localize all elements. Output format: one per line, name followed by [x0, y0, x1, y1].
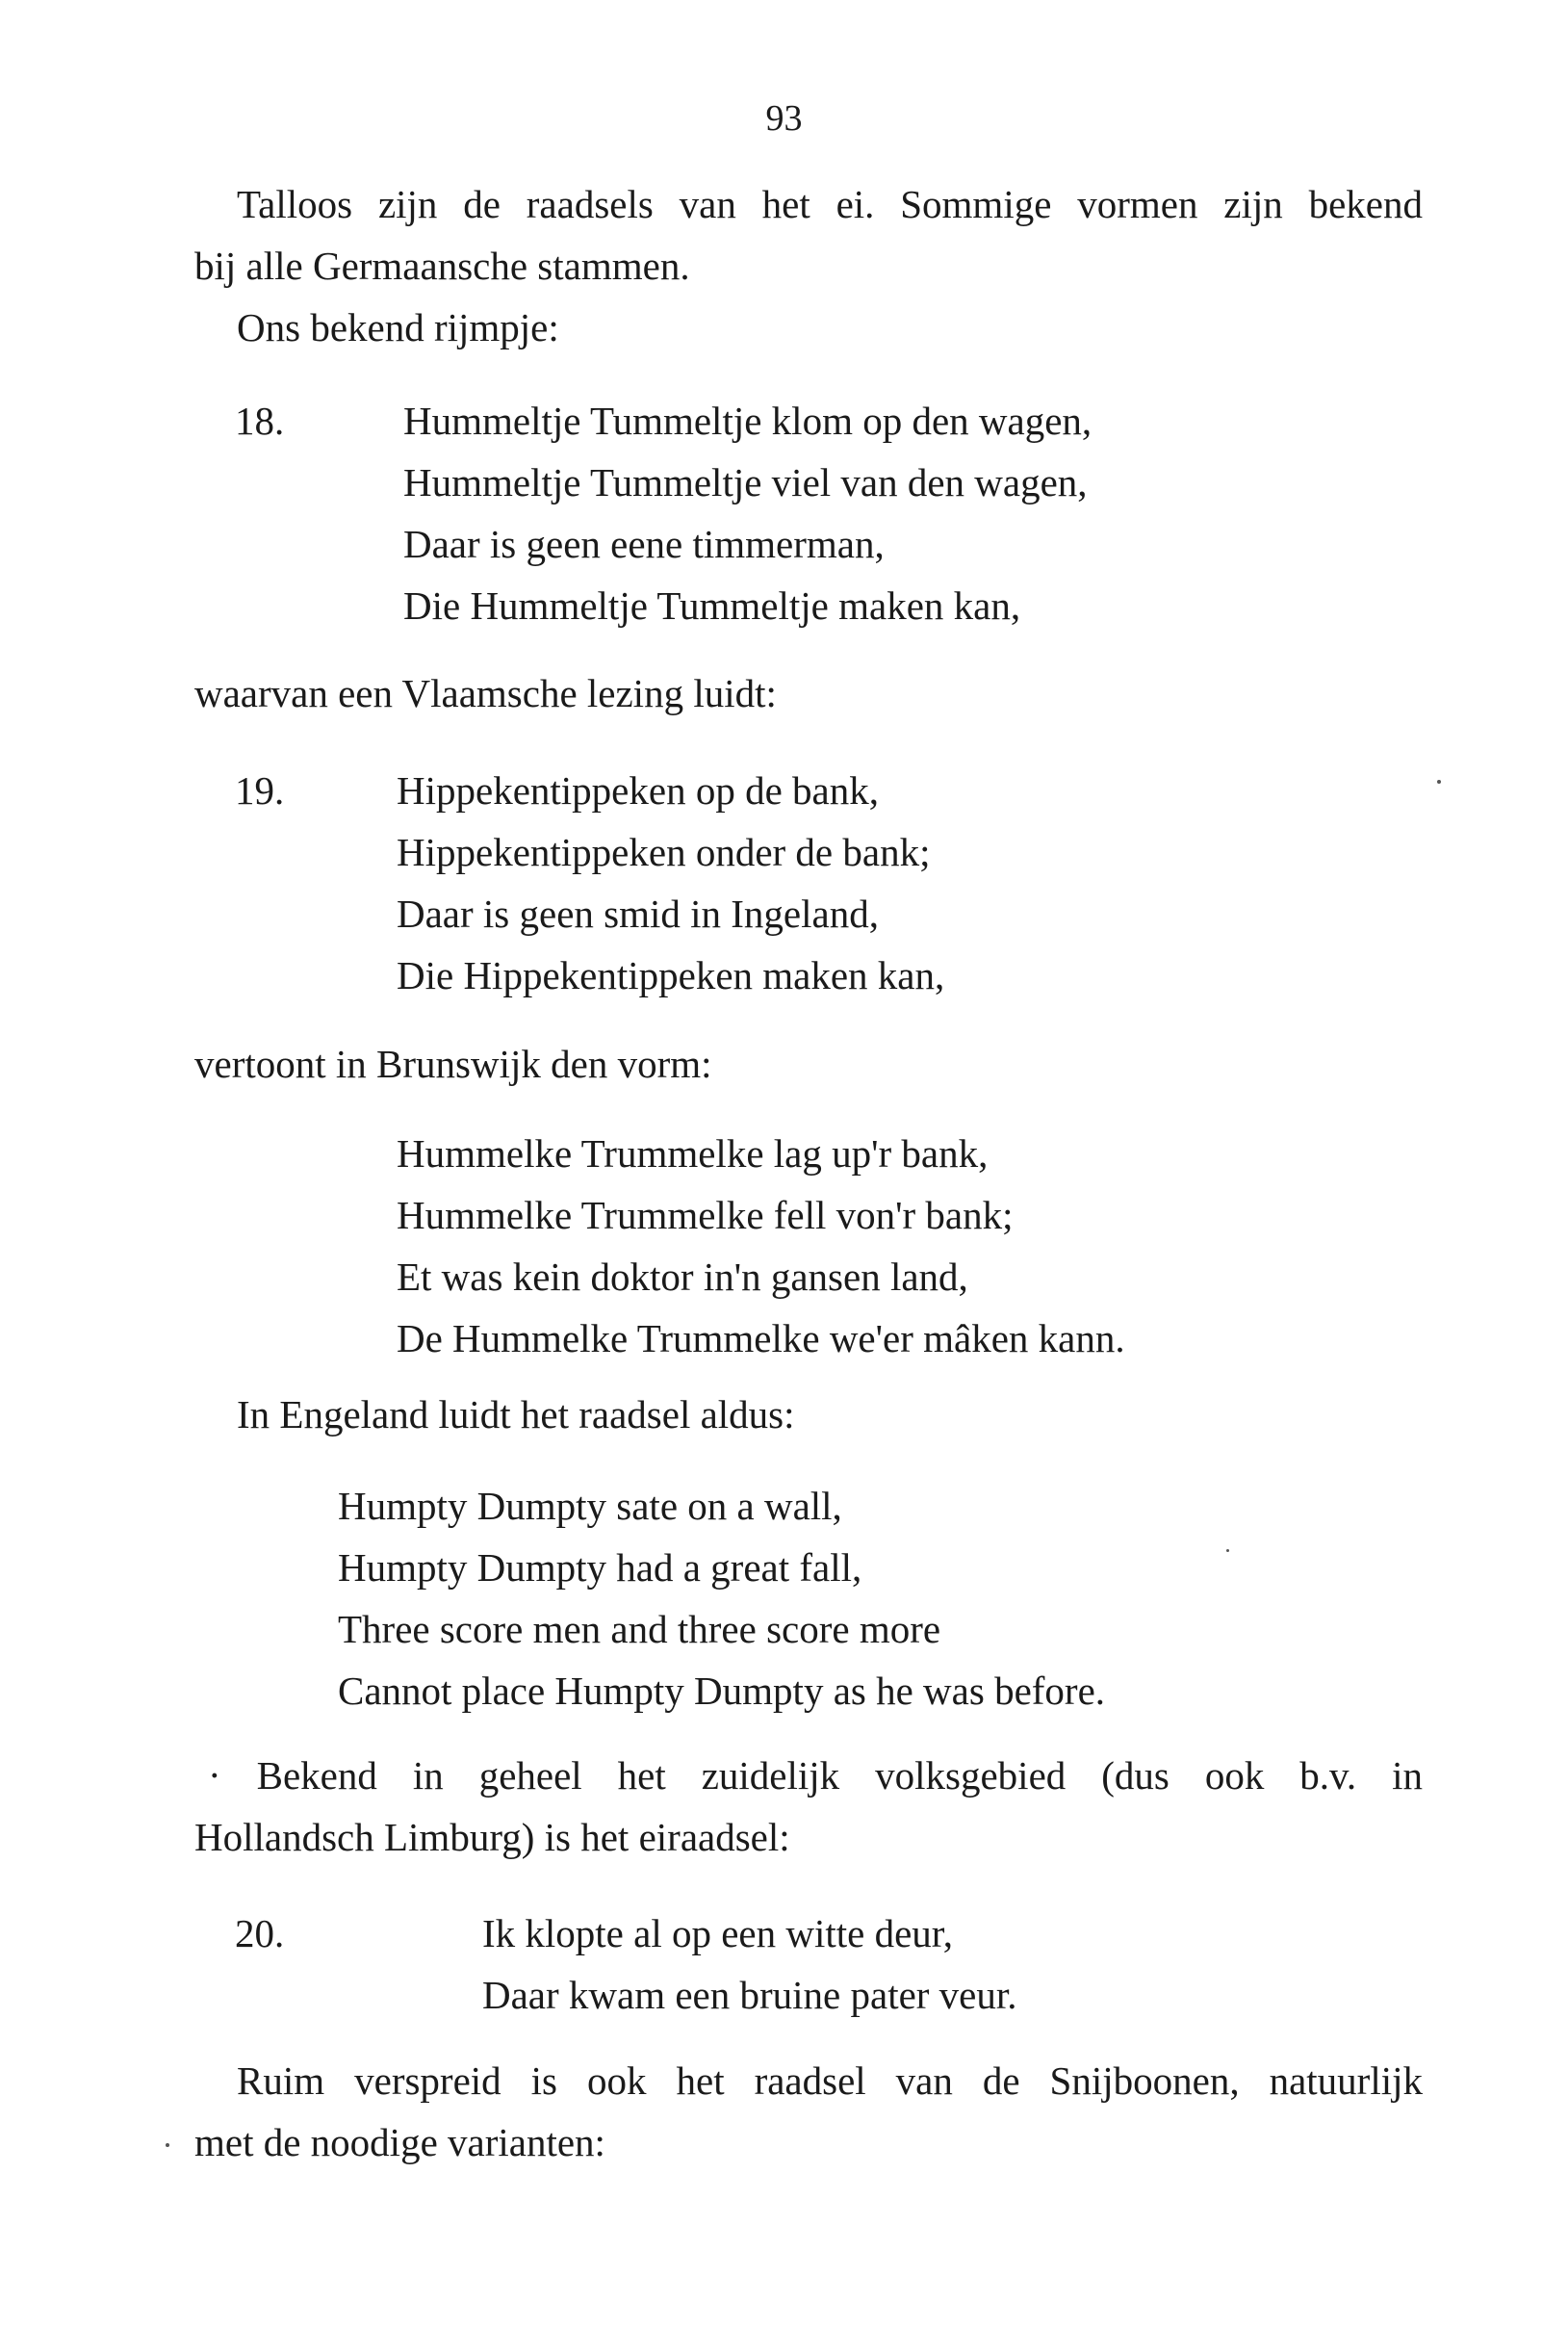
riddle-18-number: 18. — [235, 399, 285, 443]
verse-line: Et was kein doktor in'n gansen land, — [397, 1255, 968, 1299]
scan-speck — [1437, 780, 1441, 784]
egg-intro-line-2: Hollandsch Limburg) is het eiraadsel: — [194, 1815, 790, 1859]
verse-line: Daar is geen smid in Ingeland, — [397, 892, 879, 936]
verse-line: Humpty Dumpty had a great fall, — [338, 1545, 862, 1590]
page-number: 93 — [765, 98, 803, 139]
england-intro — [194, 1384, 1423, 1445]
intro-line-3: Ons bekend rijmpje: — [237, 305, 559, 349]
english-verse — [338, 1475, 1105, 1721]
riddle-20-verse — [482, 1902, 1017, 2026]
england-intro-line: In Engeland luidt het raadsel aldus: — [237, 1392, 795, 1436]
brunswick-intro — [194, 1033, 1423, 1095]
verse-line: Ik klopte al op een witte deur, — [482, 1911, 954, 1955]
verse-line: Cannot place Humpty Dumpty as he was before. — [338, 1669, 1106, 1713]
verse-line: Hippekentippeken onder de bank; — [397, 830, 931, 874]
beans-intro — [194, 2050, 1423, 2173]
verse-line: Daar kwam een bruine pater veur. — [482, 1973, 1017, 2017]
beans-intro-line-1: Ruim verspreid is ook het raadsel van de Snijboonen, natuurlijk — [237, 2058, 1423, 2103]
intro-paragraph — [194, 173, 1423, 358]
scan-speck — [1226, 1549, 1229, 1552]
egg-intro-line-1: · Bekend in geheel het zuidelijk volksgebied (dus ook b.v. in — [208, 1753, 1423, 1798]
intro-line-2: bij alle Germaansche stammen. — [194, 244, 690, 288]
riddle-20-number: 20. — [235, 1911, 285, 1955]
flemish-intro — [194, 662, 1423, 724]
verse-line: Die Hippekentippeken maken kan, — [397, 953, 945, 997]
verse-line: De Hummelke Trummelke we'er mâken kann. — [397, 1316, 1125, 1360]
riddle-19-number: 19. — [235, 768, 285, 813]
verse-line: Daar is geen eene timmerman, — [403, 522, 885, 566]
verse-line: Hummelke Trummelke fell von'r bank; — [397, 1193, 1014, 1237]
intro-line-1: Talloos zijn de raadsels van het ei. Sommige vormen zijn bekend — [237, 182, 1423, 226]
verse-line: Hummeltje Tummeltje viel van den wagen, — [403, 460, 1088, 505]
brunswick-intro-line: vertoont in Brunswijk den vorm: — [194, 1042, 712, 1086]
beans-intro-line-2: met de noodige varianten: — [194, 2120, 605, 2164]
verse-line: Die Hummeltje Tummeltje maken kan, — [403, 583, 1021, 628]
scan-speck — [166, 2143, 169, 2147]
verse-line: Three score men and three score more — [338, 1607, 941, 1651]
egg-riddle-intro — [194, 1745, 1423, 1868]
riddle-18-verse — [403, 390, 1092, 636]
verse-line: Hummeltje Tummeltje klom op den wagen, — [403, 399, 1092, 443]
riddle-19-verse — [397, 760, 944, 1006]
verse-line: Hippekentippeken op de bank, — [397, 768, 879, 813]
flemish-intro-line: waarvan een Vlaamsche lezing luidt: — [194, 671, 777, 715]
brunswick-verse — [397, 1123, 1125, 1369]
verse-line: Hummelke Trummelke lag up'r bank, — [397, 1131, 989, 1176]
verse-line: Humpty Dumpty sate on a wall, — [338, 1484, 842, 1528]
